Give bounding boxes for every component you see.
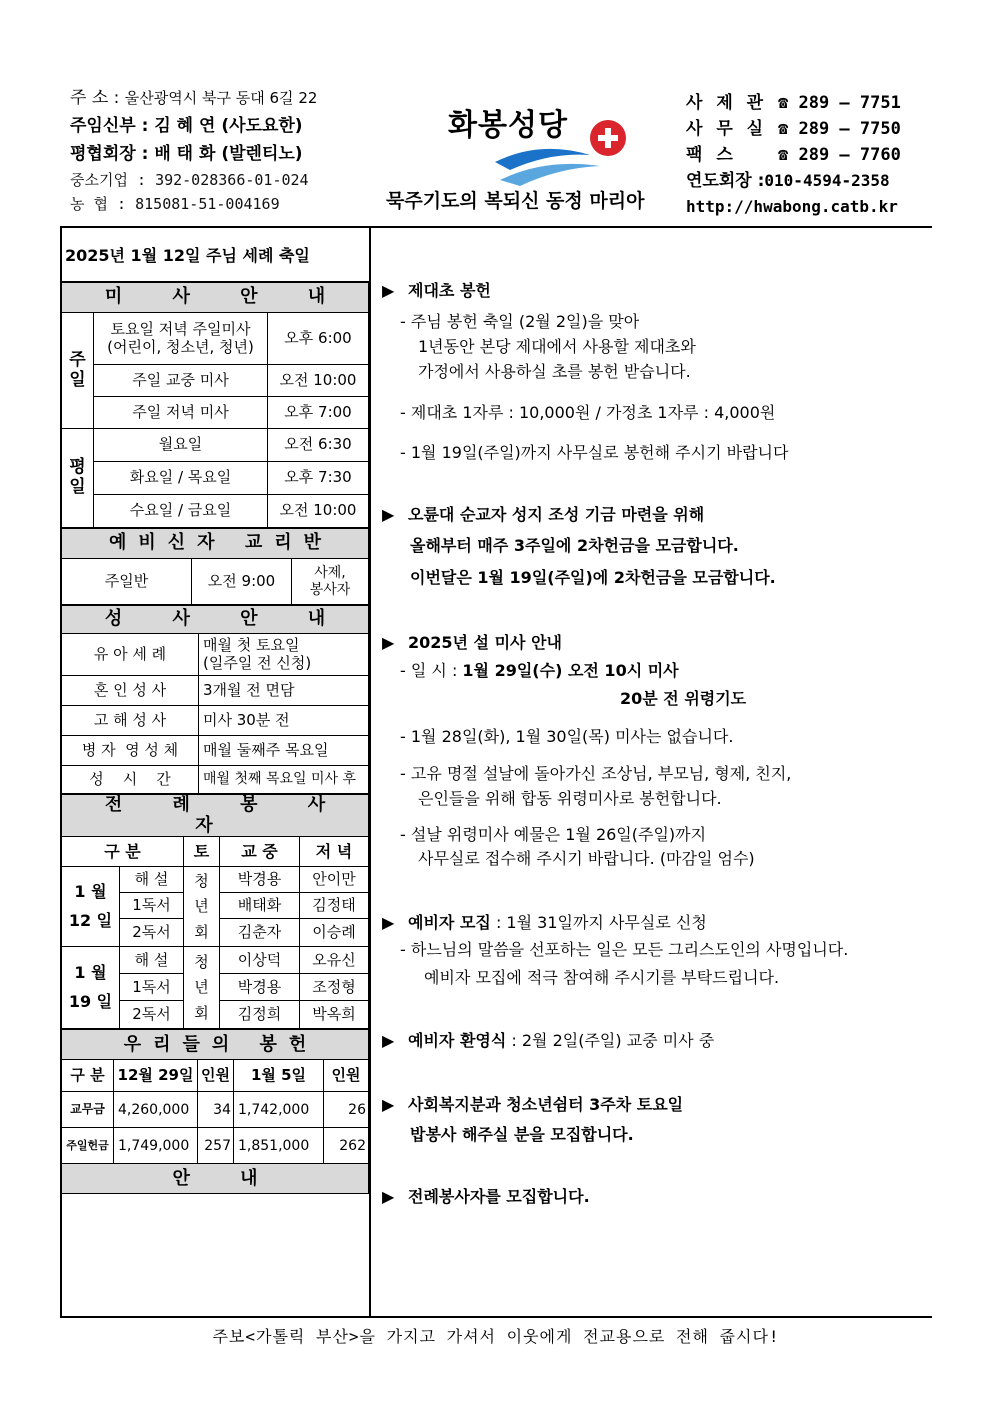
announce-title: 예비자 모집 — [408, 913, 491, 932]
address: 울산광역시 북구 동대 6길 22 — [124, 89, 318, 107]
phone-number: ☎ 289 – 7760 — [778, 145, 901, 165]
triangle-bullet-icon: ▶ — [382, 1095, 395, 1114]
announce-text: - 고유 명절 설날에 돌아가신 조상님, 부모님, 형제, 친지, — [400, 764, 792, 783]
announce-title: 제대초 봉헌 — [408, 281, 491, 300]
announce-text: : 2월 2일(주일) 교중 미사 중 — [506, 1031, 715, 1050]
liturgy-sat: 청 년 회 — [184, 947, 220, 1029]
mass-name: 월요일 — [94, 429, 268, 462]
offering-amount: 1,749,000 — [114, 1128, 198, 1164]
contact-label: 사 제 관 — [686, 93, 768, 113]
mass-time: 오전 10:00 — [268, 365, 369, 397]
sacrament-info: 3개월 전 면담 — [199, 676, 369, 706]
phone-number: ☎ 289 – 7750 — [778, 119, 901, 139]
mass-name: 수요일 / 금요일 — [94, 495, 268, 528]
triangle-bullet-icon: ▶ — [382, 505, 395, 524]
liturgy-eve: 오유신 — [300, 947, 369, 974]
mass-schedule-table — [61, 282, 369, 528]
offering-table — [61, 1029, 369, 1194]
contact-rectory — [686, 90, 936, 116]
announce-text: 밥봉사 해주실 분을 모집합니다. — [410, 1125, 634, 1144]
mass-time: 오후 7:30 — [268, 462, 369, 495]
contact-label: 사 무 실 — [686, 119, 768, 139]
announce-title: 오륜대 순교자 성지 조성 기금 마련을 위해 — [408, 505, 705, 524]
liturgy-eve: 박옥희 — [300, 1001, 369, 1029]
sacrament-header: 성 사 안 내 — [62, 606, 369, 634]
announce-text: - 설날 위령미사 예물은 1월 26일(주일)까지 — [400, 825, 707, 844]
liturgy-sat: 청 년 회 — [184, 867, 220, 947]
column-divider — [369, 226, 371, 1317]
announce-text: 은인들을 위해 합동 위령미사로 봉헌합니다. — [418, 789, 722, 808]
announce-text: 20분 전 위령기도 — [620, 689, 747, 708]
bank-account-2 — [70, 192, 370, 216]
liturgy-role: 2독서 — [120, 1001, 184, 1029]
bank2-number: 815081-51-004169 — [135, 195, 280, 213]
liturgy-table — [61, 794, 369, 1029]
sacrament-info: 매월 첫 토요일 (일주일 전 신청) — [199, 634, 369, 676]
notice-header: 안 내 — [62, 1164, 369, 1194]
bank-account-1 — [70, 168, 370, 192]
catechumen-header: 예비신자 교리반 — [62, 529, 369, 559]
mass-name: 토요일 저녁 주일미사 (어린이, 청소년, 청년) — [94, 313, 268, 365]
mass-time: 오전 10:00 — [268, 495, 369, 528]
liturgy-main: 이상덕 — [220, 947, 300, 974]
header-info — [70, 84, 370, 216]
announce-text: - 제대초 1자루 : 10,000원 / 가정초 1자루 : 4,000원 — [400, 403, 776, 422]
liturgy-col: 저 녁 — [300, 837, 369, 867]
sacrament-name: 고 해 성 사 — [62, 706, 199, 736]
parish-name: 화봉성당 — [448, 108, 568, 143]
triangle-bullet-icon: ▶ — [382, 633, 395, 652]
offering-name: 주일헌금 — [62, 1128, 114, 1164]
catechumen-table — [61, 528, 369, 605]
weekday-label: 평 일 — [62, 429, 94, 528]
announce-text: 올해부터 매주 3주일에 2차헌금을 모금합니다. — [410, 536, 739, 555]
offering-header: 우리들의 봉헌 — [62, 1030, 369, 1060]
announce-text: 가정에서 사용하실 초를 봉헌 받습니다. — [418, 362, 691, 381]
sacrament-name: 유 아 세 례 — [62, 634, 199, 676]
website-line[interactable] — [686, 194, 936, 220]
mass-name: 화요일 / 목요일 — [94, 462, 268, 495]
liturgy-eve: 조정형 — [300, 974, 369, 1001]
offering-col: 인원 — [198, 1060, 234, 1092]
council-line — [70, 140, 370, 168]
offering-count: 262 — [324, 1128, 369, 1164]
date-title: 2025년 1월 12일 주님 세례 축일 — [61, 228, 369, 282]
announce-volunteers — [382, 1092, 683, 1115]
council-label: 평협회장 : — [70, 144, 149, 164]
sacrament-info: 매월 첫째 목요일 미사 후 — [199, 766, 369, 794]
announce-title: 사회복지분과 청소년쉼터 3주차 토요일 — [408, 1095, 684, 1114]
offering-amount: 1,851,000 — [234, 1128, 324, 1164]
mass-header: 미 사 안 내 — [62, 283, 369, 313]
offering-count: 257 — [198, 1128, 234, 1164]
liturgy-col: 구 분 — [62, 837, 184, 867]
announce-text: - 하느님의 말씀을 선포하는 일은 모든 그리스도인의 사명입니다. — [400, 940, 849, 959]
mass-time: 오전 6:30 — [268, 429, 369, 462]
offering-col: 1월 5일 — [234, 1060, 324, 1092]
liturgy-eve: 이승례 — [300, 919, 369, 947]
sacrament-info: 미사 30분 전 — [199, 706, 369, 736]
website-link[interactable]: http://hwabong.catb.kr — [686, 197, 898, 216]
mass-name: 주일 저녁 미사 — [94, 397, 268, 429]
offering-col: 인원 — [324, 1060, 369, 1092]
contact-info — [686, 90, 936, 220]
offering-amount: 1,742,000 — [234, 1092, 324, 1128]
frame-bottom-rule — [60, 1316, 932, 1318]
announce-shrine-fund — [382, 502, 704, 525]
liturgy-date: 1 월 19 일 — [62, 947, 120, 1029]
announce-text: : 1월 31일까지 사무실로 신청 — [490, 913, 707, 932]
offering-name: 교무금 — [62, 1092, 114, 1128]
announce-text: - 주님 봉헌 축일 (2월 2일)을 맞아 — [400, 312, 640, 331]
catechumen-time: 오전 9:00 — [192, 559, 292, 605]
liturgy-main: 박경용 — [220, 974, 300, 1001]
announce-catechumen — [382, 910, 707, 933]
pastor-label: 주임신부 : — [70, 116, 149, 136]
announce-text-strong: 1월 29일(수) 오전 10시 미사 — [462, 661, 679, 680]
contact-office — [686, 116, 936, 142]
sacrament-name: 혼 인 성 사 — [62, 676, 199, 706]
offering-count: 26 — [324, 1092, 369, 1128]
liturgy-role: 1독서 — [120, 974, 184, 1001]
liturgy-role: 2독서 — [120, 919, 184, 947]
contact-label: 팩 스 — [686, 145, 737, 165]
announce-text: 예비자 모집에 적극 참여해 주시기를 부탁드립니다. — [424, 968, 780, 987]
announce-text: - 1월 19일(주일)까지 사무실로 봉헌해 주시기 바랍니다 — [400, 443, 789, 462]
council-name: 배 태 화 (발렌티노) — [154, 144, 303, 164]
bank2-label: 농 협 : — [70, 195, 127, 213]
announce-text: 사무실로 접수해 주시기 바랍니다. (마감일 엄수) — [418, 849, 755, 868]
liturgy-main: 김정희 — [220, 1001, 300, 1029]
sacrament-name: 병 자 영 성 체 — [62, 736, 199, 766]
liturgy-main: 김춘자 — [220, 919, 300, 947]
liturgy-main: 박경용 — [220, 867, 300, 893]
announce-altar-candles — [382, 278, 491, 301]
sacrament-info: 매월 둘째주 목요일 — [199, 736, 369, 766]
offering-count: 34 — [198, 1092, 234, 1128]
offering-col: 구 분 — [62, 1060, 114, 1092]
sacrament-table — [61, 605, 369, 794]
liturgy-header: 전 례 봉 사 자 — [62, 795, 369, 837]
mass-time: 오후 7:00 — [268, 397, 369, 429]
announce-ministers — [382, 1184, 590, 1207]
donation-label: 연도회장 : — [686, 171, 765, 191]
pastor-line — [70, 112, 370, 140]
bank1-label: 중소기업 : — [70, 171, 147, 189]
announce-title: 2025년 설 미사 안내 — [408, 633, 562, 652]
donation-phone: 010-4594-2358 — [764, 171, 890, 190]
announce-title: 전례봉사자를 모집합니다. — [408, 1187, 590, 1206]
catechumen-teacher: 사제, 봉사자 — [292, 559, 369, 605]
contact-fax — [686, 142, 936, 168]
liturgy-role: 해 설 — [120, 867, 184, 893]
liturgy-col: 토 — [184, 837, 220, 867]
left-column — [61, 228, 369, 1194]
liturgy-eve: 김정태 — [300, 893, 369, 919]
footer-note: 주보<가톨릭 부산>을 가지고 가셔서 이웃에게 전교용으로 전해 줍시다! — [212, 1327, 780, 1346]
announce-text: 1년동안 본당 제대에서 사용할 제대초와 — [418, 337, 696, 356]
parish-motto: 묵주기도의 복되신 동정 마리아 — [386, 190, 645, 212]
mass-name: 주일 교중 미사 — [94, 365, 268, 397]
liturgy-main: 배태화 — [220, 893, 300, 919]
catechumen-class: 주일반 — [62, 559, 192, 605]
announce-text — [400, 658, 679, 681]
bank1-number: 392-028366-01-024 — [155, 171, 309, 189]
address-line — [70, 84, 370, 112]
liturgy-role: 해 설 — [120, 947, 184, 974]
pastor-name: 김 혜 연 (사도요한) — [154, 116, 303, 136]
sacrament-name: 성 시 간 — [62, 766, 199, 794]
triangle-bullet-icon: ▶ — [382, 1187, 395, 1206]
offering-amount: 4,260,000 — [114, 1092, 198, 1128]
liturgy-role: 1독서 — [120, 893, 184, 919]
announce-welcome — [382, 1028, 714, 1051]
liturgy-date: 1 월 12 일 — [62, 867, 120, 947]
liturgy-eve: 안이만 — [300, 867, 369, 893]
mass-time: 오후 6:00 — [268, 313, 369, 365]
triangle-bullet-icon: ▶ — [382, 913, 395, 932]
contact-donation — [686, 168, 936, 194]
triangle-bullet-icon: ▶ — [382, 1031, 395, 1050]
offering-col: 12월 29일 — [114, 1060, 198, 1092]
phone-number: ☎ 289 – 7751 — [778, 93, 901, 113]
address-label: 주 소 : — [70, 88, 120, 108]
sunday-label: 주 일 — [62, 313, 94, 429]
announce-title: 예비자 환영식 — [408, 1031, 507, 1050]
triangle-bullet-icon: ▶ — [382, 281, 395, 300]
announce-text: - 1월 28일(화), 1월 30일(목) 미사는 없습니다. — [400, 727, 734, 746]
announce-text: 이번달은 1월 19일(주일)에 2차헌금을 모금합니다. — [410, 568, 776, 587]
liturgy-col: 교 중 — [220, 837, 300, 867]
announce-lunar-new-year — [382, 630, 562, 653]
announce-text-label: - 일 시 : — [400, 661, 463, 680]
